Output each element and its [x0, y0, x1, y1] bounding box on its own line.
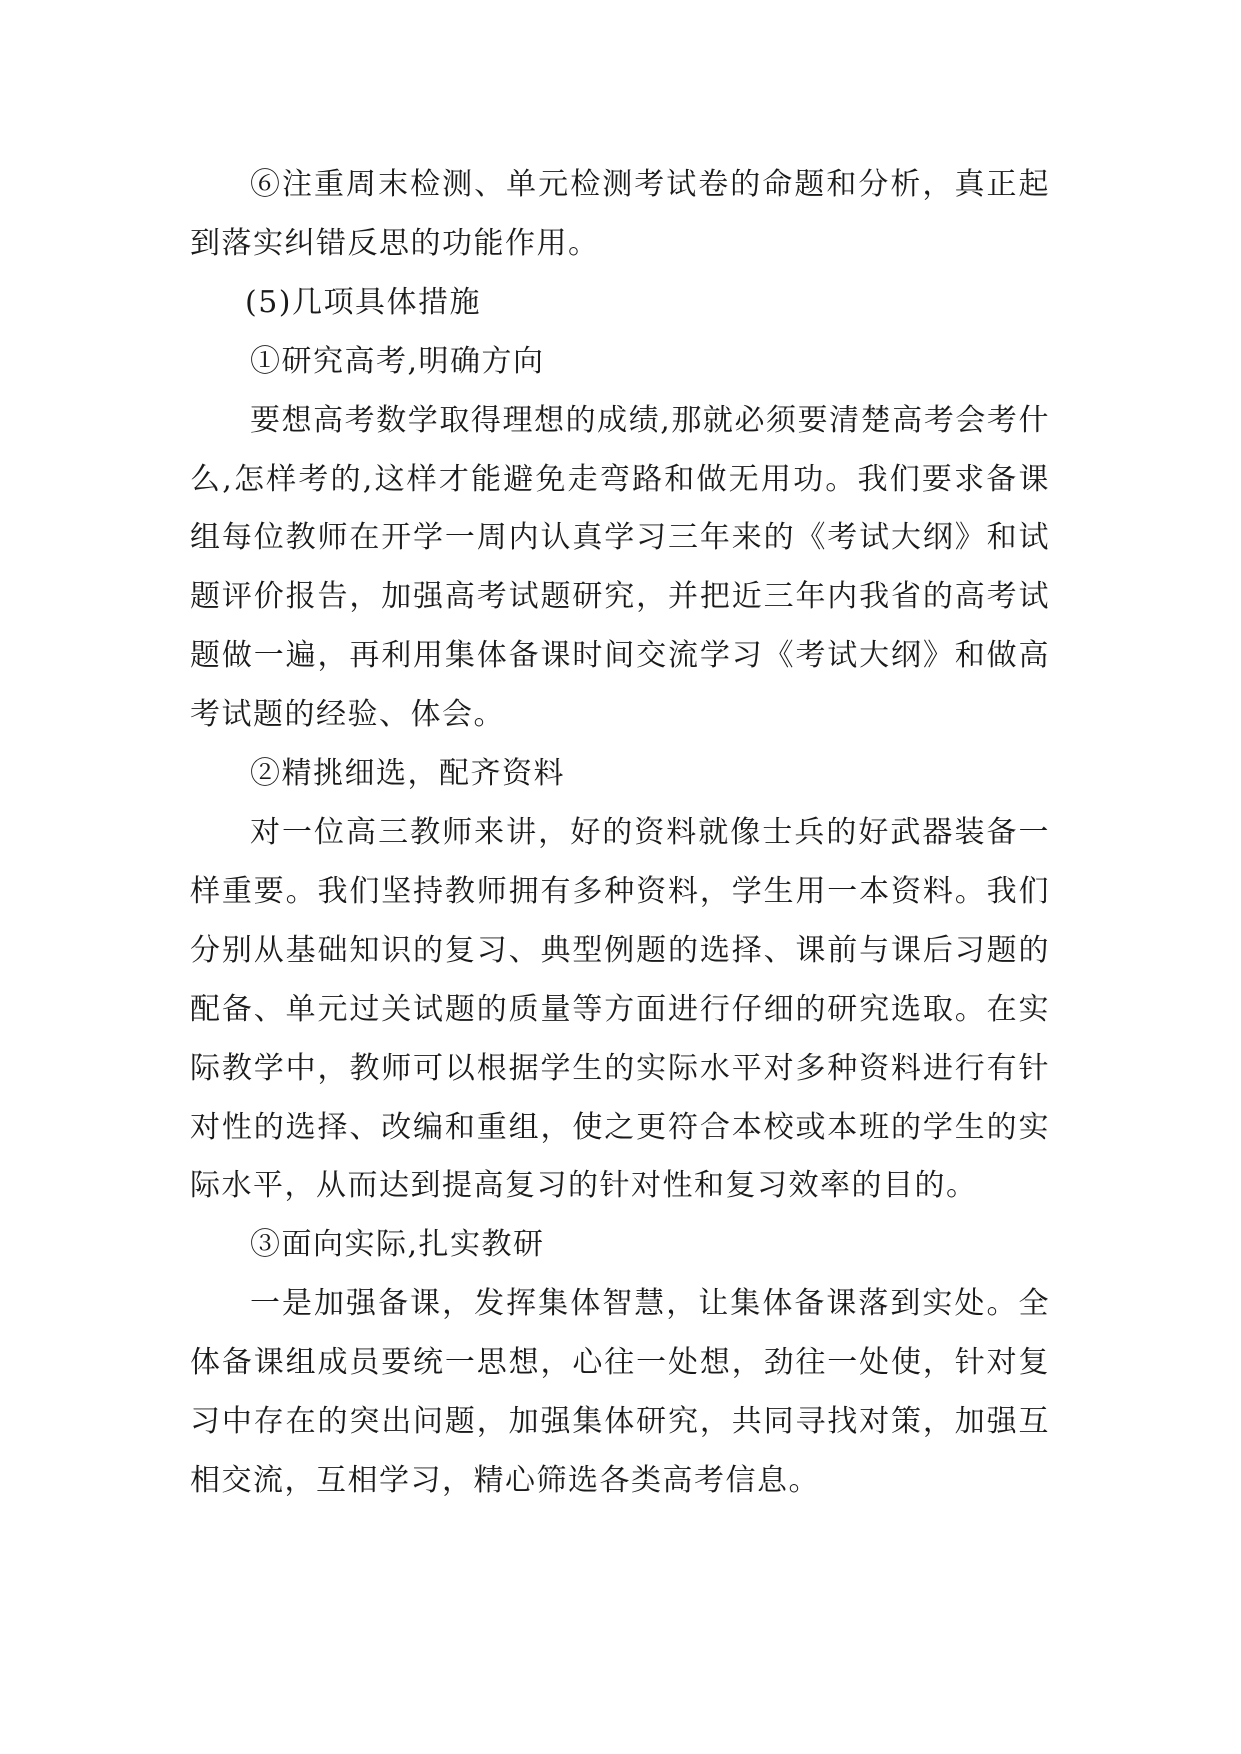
paragraph-teaching-research: 一是加强备课，发挥集体智慧，让集体备课落到实处。全体备课组成员要统一思想，心往一处想，劲往一处使，针对复习中存在的突出问题，加强集体研究，共同寻找对策，加强互相交流，互相学习，精心筛选各类高考信息。	[190, 1286, 1050, 1498]
section-heading-measures: (5)几项具体措施	[245, 284, 481, 320]
paragraph-materials: 对一位高三教师来讲，好的资料就像士兵的好武器装备一样重要。我们坚持教师拥有多种资料，学生用一本资料。我们分别从基础知识的复习、典型例题的选择、课前与课后习题的配备、单元过关试题的质量等方面进行仔细的研究选取。在实际教学中，教师可以根据学生的实际水平对多种资料进行有针对性的选择、改编和重组，使之更符合本校或本班的学生的实际水平，从而达到提高复习的针对性和复习效率的目的。	[190, 814, 1050, 1204]
subheading-teaching-research: ③面向实际,扎实教研	[250, 1227, 545, 1263]
subheading-materials: ②精挑细选，配齐资料	[250, 756, 565, 792]
document-body	[190, 156, 1050, 1511]
paragraph-study-exam: 要想高考数学取得理想的成绩,那就必须要清楚高考会考什么,怎样考的,这样才能避免走弯路和做无用功。我们要求备课组每位教师在开学一周内认真学习三年来的《考试大纲》和试题评价报告，加强高考试题研究，并把近三年内我省的高考试题做一遍，再利用集体备课时间交流学习《考试大纲》和做高考试题的经验、体会。	[190, 402, 1050, 733]
paragraph-weekly-test: ⑥注重周末检测、单元检测考试卷的命题和分析，真正起到落实纠错反思的功能作用。	[190, 167, 1050, 261]
subheading-study-exam: ①研究高考,明确方向	[250, 343, 545, 379]
